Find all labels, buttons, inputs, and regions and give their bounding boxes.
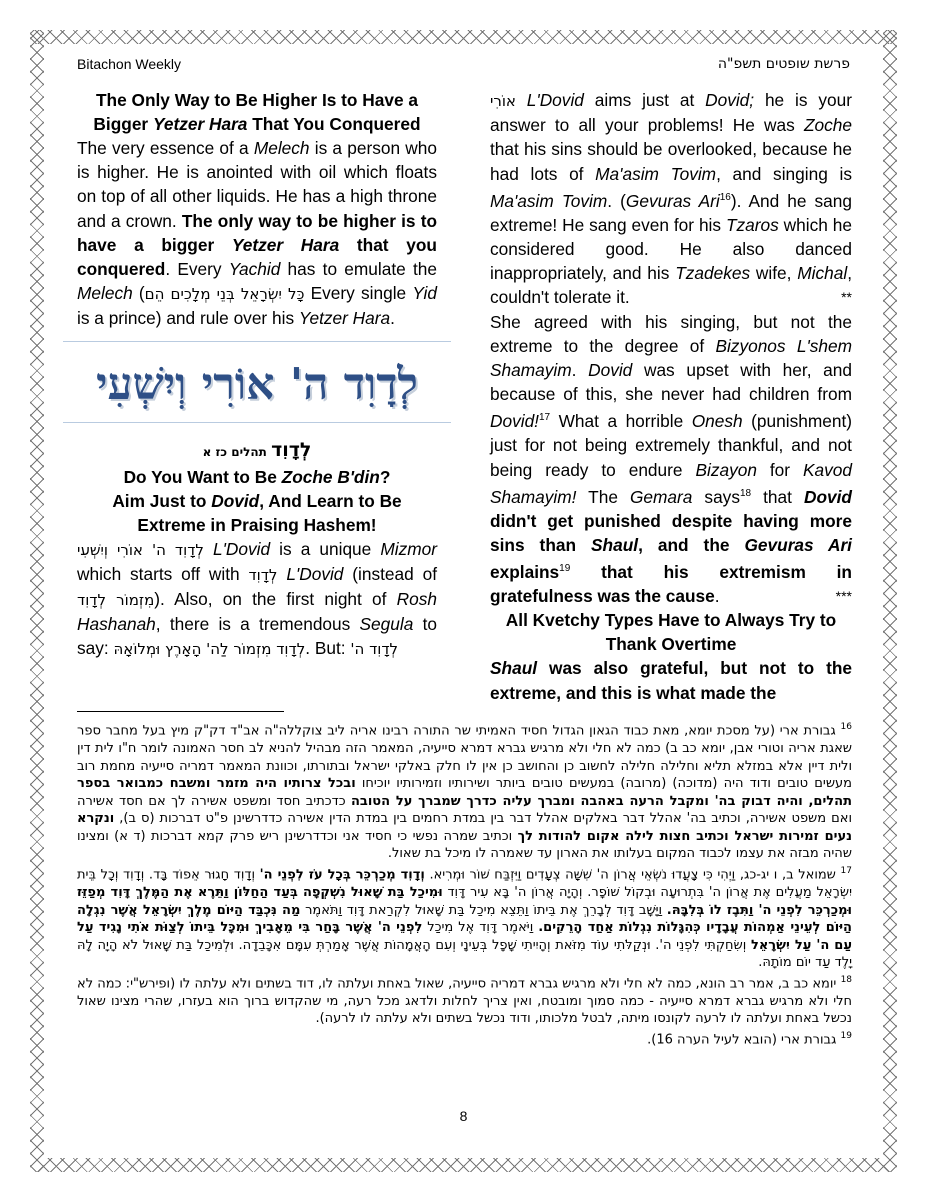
footnote-text: מַה נִּכְבַּד הַיּוֹם מֶלֶךְ יִשְׂרָאֵל אֲשֶׁר נִגְלָה הַיּוֹם לְעֵינֵי אַמְהוֹת עֲבָדָיו כְּהִגָּלוֹת נִגְלוֹת אַחַד הָרֵקִים. bbox=[77, 902, 852, 936]
text-run: . bbox=[714, 586, 720, 607]
footnote-text: כדכתיב חסד ומשפט אשירה לך אם חסד אשירה ואם משפט אשירה, וכתיב בה' אהלל דבר באלקים אהלל דבר בין במדת רחמים בין במדת הדין אשירה כדדרשינן פ"ט דברכות (ס ב), bbox=[77, 793, 852, 827]
text-run: לְדָוִד ה' אוֹרִי וְיִשְׁעִי bbox=[77, 540, 204, 559]
footnote-text: גבורת ארי (הובא לעיל הערה 16). bbox=[647, 1032, 837, 1048]
text-run: Michal bbox=[797, 263, 848, 284]
border-bottom bbox=[30, 1158, 897, 1172]
text-run: Zoche bbox=[803, 115, 852, 136]
text-run: is a unique bbox=[270, 538, 381, 559]
text-run: says bbox=[692, 486, 740, 507]
footnote-ref: 17 bbox=[538, 412, 551, 424]
section-stars-1: ** bbox=[841, 289, 852, 306]
footnote-16 bbox=[77, 719, 852, 863]
text-run: Dovid bbox=[803, 486, 852, 507]
footnote-text: וַיָּשָׁב דָּוִד לְבָרֵךְ אֶת בֵּיתוֹ וַתֵּצֵא מִיכַל בַּת שָׁאוּל לִקְרַאת דָּוִד וַתֹּאמֶר bbox=[300, 902, 667, 918]
text-run: Gevuras Ari bbox=[625, 190, 720, 211]
header-publication: Bitachon Weekly bbox=[77, 56, 182, 72]
text-run: Yachid bbox=[228, 259, 281, 280]
text-run: What a horrible bbox=[550, 411, 692, 432]
text-run: Tzadekes bbox=[675, 263, 751, 284]
text-run: כָּל יִשְׂרָאֵל בְּנֵי מְלָכִים הֵם bbox=[144, 285, 305, 304]
text-run: , couldn't tolerate it. bbox=[490, 263, 852, 308]
text-run: . bbox=[571, 360, 589, 380]
text-run: , and the bbox=[638, 534, 745, 555]
text-run: Rosh Hashanah bbox=[77, 589, 437, 635]
text-run: Yetzer Hara bbox=[298, 308, 391, 329]
text-run: She agreed with his singing, but not the extreme to the degree of bbox=[490, 311, 852, 356]
footnote-number: 16 bbox=[840, 722, 852, 732]
text-run: Segula bbox=[359, 614, 414, 635]
divider-bottom bbox=[63, 422, 451, 423]
text-run: which starts off with bbox=[77, 563, 249, 584]
text-run: Every single bbox=[304, 283, 413, 304]
section-stars-2: *** bbox=[835, 588, 852, 605]
footnote-number: 18 bbox=[840, 974, 853, 985]
text-run: Melech bbox=[77, 283, 133, 304]
text-run: that bbox=[751, 486, 804, 507]
text-run: ( bbox=[132, 283, 145, 304]
text-run: אוֹרִי bbox=[490, 92, 516, 110]
text-run: לְדָוִד מִזְמוֹר לַה' הָאָרֶץ וּמְלוֹאָהּ bbox=[113, 640, 306, 659]
text-run: was also grateful, but not to the extreme, and this is what made the bbox=[490, 658, 852, 703]
text-run: ). And he sang extreme! He sang even for his bbox=[490, 190, 852, 235]
left-column bbox=[77, 88, 437, 662]
text-run: explains bbox=[490, 561, 560, 582]
text-run: Bizayon bbox=[695, 459, 757, 480]
text-run: aims just at bbox=[583, 90, 706, 110]
text-run: L'Dovid bbox=[286, 563, 344, 584]
text-run: . bbox=[390, 308, 395, 329]
footnotes bbox=[77, 719, 852, 1049]
text-run bbox=[277, 564, 286, 584]
text-run: that his sins should be overlooked, because he had lots of bbox=[490, 139, 852, 184]
text-run: has to emulate the bbox=[280, 259, 437, 280]
border-right bbox=[883, 30, 897, 1172]
text-run: Shaul bbox=[591, 534, 639, 555]
footnote-ref: 19 bbox=[559, 563, 571, 575]
text-run: Ma'asim Tovim bbox=[595, 163, 717, 184]
text-run: . Every bbox=[165, 259, 229, 280]
border-top bbox=[30, 30, 897, 44]
hebrew-banner-title: לְדָוִד ה' אוֹרִי וְיִשְׁעִי bbox=[96, 358, 418, 410]
text-run: . But: bbox=[305, 638, 351, 659]
footnote-19 bbox=[77, 1028, 852, 1049]
text-run: which he considered good. He also danced inappropriately, and his bbox=[490, 214, 852, 284]
footnote-text: וּמִיכַל בַּת שָׁאוּל נִשְׁקְפָה בְּעַד הַחַלּוֹן וַתֵּרֶא אֶת הַמֶּלֶךְ דָּוִד מְפַזֵּז וּמְכַרְכֵּר לִפְנֵי ה' וַתִּבֶז לוֹ בְּלִבָּהּ. bbox=[77, 885, 852, 918]
text-run: לְדָוִד ה' bbox=[350, 640, 399, 659]
footnote-18 bbox=[77, 972, 852, 1028]
text-run: L'Dovid bbox=[213, 538, 271, 559]
text-run: , there is a tremendous bbox=[155, 614, 360, 635]
page-number: 8 bbox=[459, 1108, 468, 1124]
footnote-17 bbox=[77, 863, 852, 972]
text-run: was upset with her, and because of this, she never had children from bbox=[490, 360, 852, 405]
text-run: didn't get punished despite having more sins than bbox=[490, 510, 852, 555]
section-heading-2: Do You Want to Be Zoche B'din? Aim Just to Dovid, And Learn to Be Extreme in Praising Hashem! bbox=[112, 466, 402, 535]
footnote-ref: 18 bbox=[739, 487, 752, 499]
divider-top bbox=[63, 341, 451, 342]
footnote-number: 17 bbox=[840, 866, 852, 877]
text-run: Melech bbox=[253, 138, 310, 158]
text-run: Bizyonos L'shem Shamayim bbox=[490, 335, 852, 380]
footnote-ref: 16 bbox=[719, 191, 731, 203]
text-run: Gevuras Ari bbox=[744, 534, 852, 555]
text-run: , and singing is bbox=[716, 163, 852, 184]
right-paragraph-2 bbox=[490, 310, 852, 609]
text-run: Yid bbox=[412, 283, 437, 304]
text-run: Ma'asim Tovim bbox=[490, 190, 608, 211]
footnote-text: ובכל צרותיו היה מזמר ומשבח כמבואר בספר תהלים, והיה דבוק בה' ומקבל הרעה באהבה ומברך עליה כדרך שמברך על הטובה bbox=[77, 776, 852, 809]
text-run: The very essence of a bbox=[77, 138, 254, 158]
text-run: מִזְמוֹר לְדָוִד bbox=[77, 591, 155, 610]
text-run: he is your answer to all your problems! He was bbox=[490, 90, 852, 136]
text-run: Dovid; bbox=[705, 90, 755, 110]
text-run: that his extremism in gratefulness was the cause bbox=[490, 561, 852, 607]
footnote-number: 19 bbox=[840, 1031, 852, 1042]
text-run: ). Also, on the first night of bbox=[154, 589, 397, 610]
text-run: that you conquered bbox=[77, 234, 437, 280]
text-run: Tzaros bbox=[725, 214, 779, 235]
right-paragraph-3 bbox=[490, 656, 852, 704]
header-parsha: פרשת שופטים תשפ"ה bbox=[717, 56, 850, 72]
footnote-text: וְדָוִד חָגוּר אֵפוֹד בָּד. וְדָוִד וְכָל בֵּית יִשְׂרָאֵל מַעֲלִים אֶת אֲרוֹן ה' בִּתְרוּעָה וּבְקוֹל שׁוֹפָר. וְהָיָה אֲרוֹן ה' בָּא עִיר דָּוִד bbox=[77, 867, 852, 900]
footnote-text: שמואל ב, ו יג-כג, וַיְהִי כִּי צָעֲדוּ נֹשְׂאֵי אֲרוֹן ה' שִׁשָּׁה צְעָדִים וַיִּזְבַּח שׁוֹר וּמְרִיא. bbox=[424, 867, 836, 883]
text-run: to say: bbox=[77, 614, 437, 659]
footnote-text: וְדָוִד מְכַרְכֵּר בְּכָל עֹז לִפְנֵי ה' bbox=[259, 867, 425, 883]
footnote-text: גבורת ארי (על מסכת יומא, מאת כבוד הגאון הגדול חסיד האמיתי שר התורה רבינו אריה ליב צוקללה"ה אב"ד דק"ק מיץ בעל מחבר ספר שאגת אריה וטורי אבן, יומא כב ב) כמה לא חלי ולא מרגיש גברא דמרא סייעיה, המאמר הזה מבהיל להניא לב חסר האמונה לומר ח"ו לית דין ולית דיין אלא במזלא תליא וחלילה חלילה לחשוב כן והחושב כן אין לו חלק באלקי ישראל ובתורתו, וכוונת המאמר דמריה סייעיה מחמת רוב מעשים טובים ודוד היה (מדוכה) (מרובה) במעשים טובים ביותר ושירותיו וזמירותיו יוכיחו bbox=[77, 723, 852, 792]
text-run: Yetzer Hara bbox=[231, 234, 340, 255]
text-run: Shaul bbox=[490, 658, 538, 679]
text-run: for bbox=[756, 459, 803, 480]
footnote-text: ונקרא נעים זמירות ישראל וכתיב חצות לילה אקום להודות לך bbox=[77, 811, 852, 844]
footnote-text: וכתיב שמרה נפשי כי חסיד אני וכדדרשינן ריש פרק קמא דברכות (ד א) ומצינו שהיה מבזה את עצמו לכבוד המקום בעלותו את הארון עד שאמרה לו מיכל בת שאול. bbox=[77, 828, 852, 862]
text-run: L'Dovid bbox=[526, 90, 584, 110]
text-run: is a prince) and rule over his bbox=[77, 308, 299, 329]
text-run: Gemara bbox=[629, 486, 693, 507]
text-run: (punishment) just for not being extremely thankful, and not being ready to endure bbox=[490, 411, 852, 480]
left-paragraph-1 bbox=[77, 136, 437, 331]
right-column bbox=[490, 88, 852, 705]
verse-reference: לְדָוִד תהלים כז א bbox=[202, 438, 312, 461]
text-run: (instead of bbox=[343, 563, 437, 584]
text-run bbox=[204, 539, 213, 559]
footnote-text: לִפְנֵי ה' אֲשֶׁר בָּחַר בִּי מֵאָבִיךְ וּמִכָּל בֵּיתוֹ לְצַוֹּת אֹתִי נָגִיד עַל עַם ה' עַל יִשְׂרָאֵל bbox=[77, 920, 852, 953]
text-run: is a person who is higher. He is anointed with oil which floats on top of all other liquids. He has a high throne and a crown. bbox=[77, 138, 437, 231]
section-heading-1: The Only Way to Be Higher Is to Have a Bigger Yetzer Hara That You Conquered bbox=[93, 90, 421, 134]
text-run: לְדָוִד bbox=[248, 565, 278, 584]
section-heading-3: All Kvetchy Types Have to Always Try to Thank Overtime bbox=[505, 610, 837, 655]
text-run bbox=[516, 90, 527, 110]
text-run: Mizmor bbox=[380, 538, 437, 559]
footnote-text: וַיֹּאמֶר דָּוִד אֶל מִיכַל bbox=[422, 920, 539, 936]
footnote-text: וְשִׂחַקְתִּי לִפְנֵי ה'. וּנְקַלֹּתִי עוֹד מִזֹּאת וְהָיִיתִי שָׁפָל בְּעֵינָי וְעִם הָאֲמָהוֹת אֲשֶׁר אָמַרְתְּ עִמָּם אִכָּבֵדָה. וּלְמִיכַל בַּת שָׁאוּל לֹא הָיָה לָהּ יָלֶד עַד יוֹם מוֹתָהּ. bbox=[77, 937, 852, 971]
right-paragraph-1 bbox=[490, 88, 852, 310]
text-run: The only way to be higher is to have a bigger bbox=[77, 210, 438, 255]
text-run: wife, bbox=[750, 263, 798, 284]
text-run: Dovid bbox=[588, 360, 633, 380]
text-run: Kavod Shamayim! bbox=[490, 459, 852, 507]
text-run: Dovid! bbox=[490, 411, 539, 432]
text-run: Onesh bbox=[691, 411, 743, 432]
footnote-separator bbox=[77, 711, 284, 712]
left-paragraph-2 bbox=[77, 537, 437, 662]
text-run: The bbox=[576, 486, 630, 507]
text-run: . ( bbox=[607, 190, 626, 211]
footnote-text: יומא כב ב, אמר רב הונא, כמה לא חלי ולא מרגיש גברא דמריה סייעיה, שאול באחת ועלתה לו, דוד בשתים ולא עלתה לו (ופירש"י: כמה לא חלי ולא מרגיש גברא דמרא סייעיה - כמה סמוך ומובטח, ואין צריך לחלות ולדאג מכל רעה, מי שהקדוש ברוך הוא בעזרו, שהרי מצינו שאול נכשל באחת ועלתה לו לרעה לקונסו מיתה, לבטל מלכותו, ודוד נכשל בשתים ולא עלתה לו לרעה). bbox=[77, 976, 852, 1027]
border-left bbox=[30, 30, 44, 1172]
